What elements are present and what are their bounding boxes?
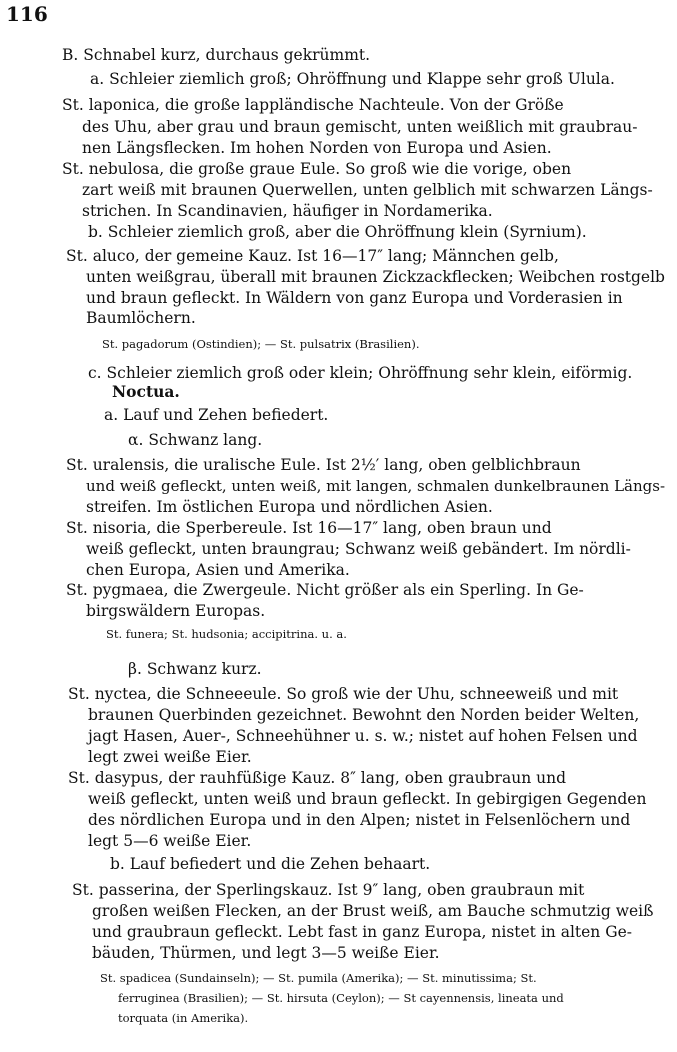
entry-line: streifen. Im östlichen Europa und nördlichen Asien. [86, 498, 493, 516]
entry-line: legt zwei weiße Eier. [88, 748, 252, 766]
entry-line: chen Europa, Asien und Amerika. [86, 561, 350, 579]
group-heading-b-lauf: b. Lauf befiedert und die Zehen behaart. [110, 855, 431, 873]
species-list-note: St. funera; St. hudsonia; accipitrina. u. a. [106, 627, 347, 641]
entry-line: des nördlichen Europa und in den Alpen; nistet in Felsenlöchern und [88, 811, 631, 829]
entry-line: birgswäldern Europas. [86, 602, 266, 620]
entry-line: weiß gefleckt, unten braungrau; Schwanz weiß gebändert. Im nördli- [86, 540, 631, 558]
entry-nyctea: St. nyctea, die Schneeeule. So groß wie der Uhu, schneeweiß und mit [68, 685, 619, 703]
entry-line: des Uhu, aber grau und braun gemischt, unten weißlich mit graubrau- [82, 118, 638, 136]
group-heading-beta: β. Schwanz kurz. [128, 660, 262, 678]
entry-passerina: St. passerina, der Sperlingskauz. Ist 9″ lang, oben graubraun mit [72, 881, 585, 899]
entry-laponica: St. laponica, die große lappländische Nachteule. Von der Größe [62, 96, 564, 114]
species-list-note: St. spadicea (Sundainseln); — St. pumila (Amerika); — St. minutissima; St. [100, 971, 537, 985]
entry-line: weiß gefleckt, unten weiß und braun gefleckt. In gebirgigen Gegenden [88, 790, 647, 808]
entry-pygmaea: St. pygmaea, die Zwergeule. Nicht größer als ein Sperling. In Ge- [66, 581, 584, 599]
species-list-note: torquata (in Amerika). [118, 1011, 249, 1025]
entry-line: strichen. In Scandinavien, häufiger in Nordamerika. [82, 202, 493, 220]
entry-nisoria: St. nisoria, die Sperbereule. Ist 16—17″ lang, oben braun und [66, 519, 552, 537]
subsection-c-noctua: Noctua. [112, 382, 180, 401]
entry-dasypus: St. dasypus, der rauhfüßige Kauz. 8″ lang, oben graubraun und [68, 769, 566, 787]
entry-line: Baumlöchern. [86, 309, 196, 327]
page-number: 116 [6, 2, 48, 26]
subsection-b-syrnium: b. Schleier ziemlich groß, aber die Ohröffnung klein (Syrnium). [88, 223, 587, 241]
entry-line: zart weiß mit braunen Querwellen, unten gelblich mit schwarzen Längs- [82, 181, 653, 199]
species-list-note: St. pagadorum (Ostindien); — St. pulsatrix (Brasilien). [102, 337, 420, 351]
entry-line: braunen Querbinden gezeichnet. Bewohnt den Norden beider Welten, [88, 706, 640, 724]
species-list-note: ferruginea (Brasilien); — St. hirsuta (Ceylon); — St cayennensis, lineata und [118, 991, 564, 1005]
entry-line: unten weißgrau, überall mit braunen Zickzackflecken; Weibchen rostgelb [86, 268, 665, 286]
entry-aluco: St. aluco, der gemeine Kauz. Ist 16—17″ lang; Männchen gelb, [66, 247, 559, 265]
entry-line: und braun gefleckt. In Wäldern von ganz Europa und Vorderasien in [86, 289, 623, 307]
entry-line: jagt Hasen, Auer-, Schneehühner u. s. w.; nistet auf hohen Felsen und [88, 727, 638, 745]
group-heading-alpha: α. Schwanz lang. [128, 431, 263, 449]
subsection-a-ulula: a. Schleier ziemlich groß; Ohröffnung und Klappe sehr groß Ulula. [90, 70, 615, 88]
entry-line: und weiß gefleckt, unten weiß, mit langen, schmalen dunkelbraunen Längs- [86, 477, 666, 495]
entry-uralensis: St. uralensis, die uralische Eule. Ist 2½′ lang, oben gelblichbraun [66, 456, 581, 474]
entry-line: großen weißen Flecken, an der Brust weiß, am Bauche schmutzig weiß [92, 902, 654, 920]
section-heading-b: B. Schnabel kurz, durchaus gekrümmt. [62, 46, 371, 64]
subsection-c: c. Schleier ziemlich groß oder klein; Ohröffnung sehr klein, eiförmig. [88, 364, 633, 382]
group-heading-a: a. Lauf und Zehen befiedert. [104, 406, 329, 424]
entry-line: legt 5—6 weiße Eier. [88, 832, 252, 850]
entry-line: und graubraun gefleckt. Lebt fast in ganz Europa, nistet in alten Ge- [92, 923, 633, 941]
entry-line: bäuden, Thürmen, und legt 3—5 weiße Eier. [92, 944, 440, 962]
entry-line: nen Längsflecken. Im hohen Norden von Europa und Asien. [82, 139, 552, 157]
entry-nebulosa: St. nebulosa, die große graue Eule. So groß wie die vorige, oben [62, 160, 572, 178]
